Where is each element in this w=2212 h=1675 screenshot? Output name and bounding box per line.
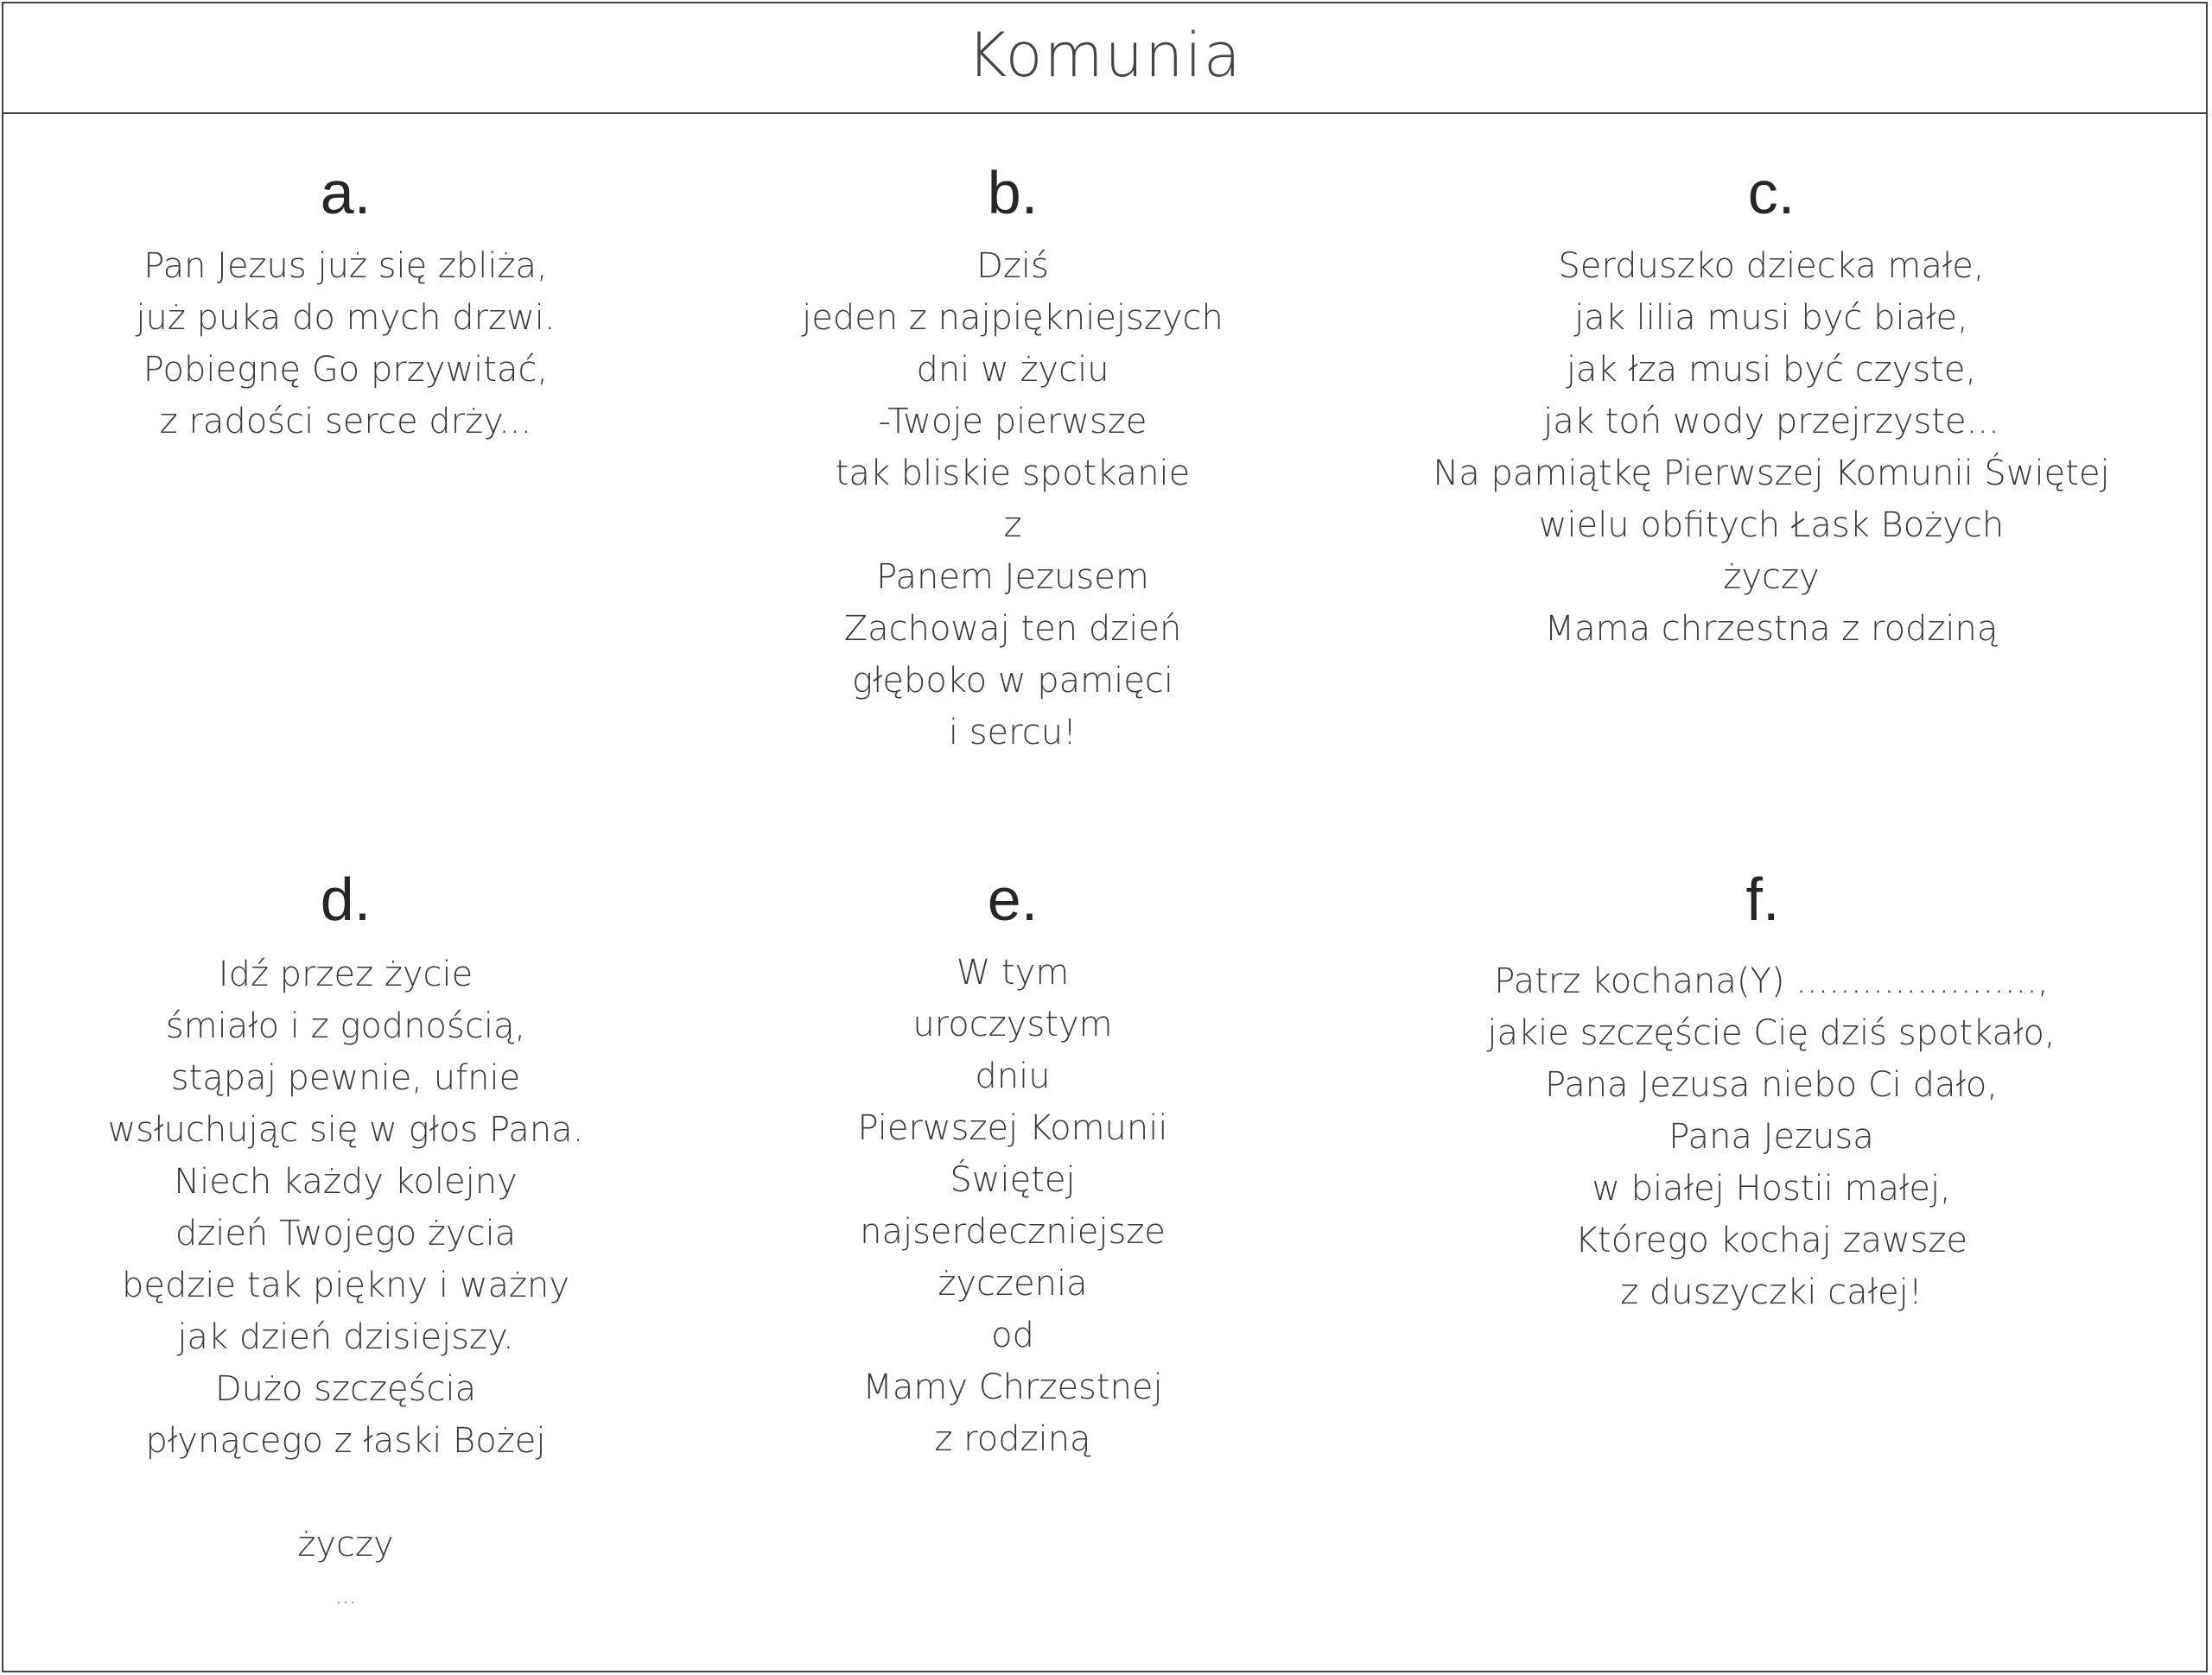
verse-line: głęboko w pamięci [852, 661, 1173, 701]
verse-line: Mama chrzestna z rodziną [1544, 609, 1999, 649]
option-d [0, 866, 691, 1622]
verse-line: Patrz kochana(Y) ......................, [1494, 961, 2049, 1001]
verse-line: tak bliskie spotkanie [835, 454, 1191, 493]
option-letter: a. [320, 159, 372, 226]
verse-line: jak toń wody przejrzyste... [1543, 402, 1999, 441]
verse-line: uroczystym [912, 1005, 1113, 1044]
verse-line: i sercu! [948, 713, 1077, 752]
verse-line: Pierwszej Komunii [857, 1108, 1168, 1148]
header-bar [3, 3, 2206, 114]
verse-line: najserdeczniejsze [860, 1212, 1166, 1252]
verse-line: dni w życiu [916, 350, 1109, 390]
option-f [1382, 866, 2160, 1318]
verse-line: ... [334, 1583, 357, 1609]
verse-line: Mamy Chrzestnej [862, 1367, 1163, 1407]
verse-line: od [991, 1316, 1034, 1355]
verse-line: życzy [1723, 557, 1820, 597]
verse-line: Niech każdy kolejny [174, 1162, 518, 1202]
verse-line: Pana Jezusa niebo Ci dało, [1544, 1065, 1999, 1105]
verse-line: jak dzień dzisiejszy. [177, 1317, 514, 1357]
verse-line: Świętej [950, 1160, 1076, 1200]
option-letter: c. [1747, 159, 1796, 226]
verse-line: Zachowaj ten dzień [843, 609, 1182, 649]
verse-line: w białej Hostii małej, [1592, 1169, 1951, 1209]
option-letter: d. [320, 866, 372, 933]
verse-line: Panem Jezusem [876, 557, 1149, 597]
option-letter: f. [1745, 866, 1780, 933]
verse-line: Dziś [976, 246, 1049, 286]
verse-line: Pan Jezus już się zbliża, [143, 246, 548, 286]
option-verse [1382, 240, 2160, 655]
option-a [0, 159, 691, 447]
option-letter: e. [987, 866, 1039, 933]
verse-line: -Twoje pierwsze [878, 402, 1147, 441]
verse-line: życzy [297, 1525, 394, 1564]
verse-line: Serduszko dziecka małe, [1558, 246, 1985, 286]
verse-line: dniu [975, 1056, 1051, 1096]
verse-line: będzie tak piękny i ważny [122, 1266, 569, 1305]
option-verse [0, 240, 691, 447]
verse-line: Idź przez życie [218, 955, 474, 994]
verse-line: już puka do mych drzwi. [136, 298, 556, 338]
verse-line: życzenia [938, 1264, 1088, 1304]
verse-line: jak łza musi być czyste, [1566, 350, 1977, 390]
option-e [667, 866, 1358, 1465]
verse-line: wsłuchując się w głos Pana. [107, 1110, 584, 1150]
verse-line: dzień Twojego życia [175, 1214, 517, 1253]
verse-line: stąpaj pewnie, ufnie [170, 1058, 521, 1098]
verse-line: płynącego z łaski Bożej [145, 1421, 546, 1461]
option-c [1382, 159, 2160, 655]
option-b [667, 159, 1358, 758]
verse-line: Na pamiątkę Pierwszej Komunii Świętej [1433, 454, 2110, 493]
verse-line: Dużo szczęścia [214, 1369, 477, 1409]
verse-line: z duszyczki całej! [1620, 1272, 1923, 1312]
option-letter: b. [987, 159, 1039, 226]
option-verse [0, 949, 691, 1622]
verse-line-blank [0, 1467, 691, 1519]
option-verse [667, 947, 1358, 1465]
verse-line: śmiało i z godnością, [165, 1006, 526, 1046]
verse-line: z radości serce drży... [159, 402, 532, 441]
option-verse [1382, 955, 2160, 1318]
verse-line: Pana Jezusa [1669, 1117, 1874, 1157]
verse-line: Którego kochaj zawsze [1574, 1221, 1968, 1260]
verse-line: z [1003, 505, 1022, 545]
option-verse [667, 240, 1358, 758]
verse-line: wielu obfitych Łask Bożych [1538, 505, 2005, 545]
verse-line: jeden z najpiękniejszych [802, 298, 1224, 338]
verse-line: Pobiegnę Go przywitać, [143, 350, 549, 390]
verse-line: W tym [956, 953, 1070, 993]
page-title: Komunia [967, 20, 1243, 91]
verse-line: z rodziną [934, 1419, 1091, 1459]
verse-line: jak lilia musi być białe, [1574, 298, 1968, 338]
verse-line: jakie szczęście Cię dziś spotkało, [1487, 1013, 2056, 1053]
